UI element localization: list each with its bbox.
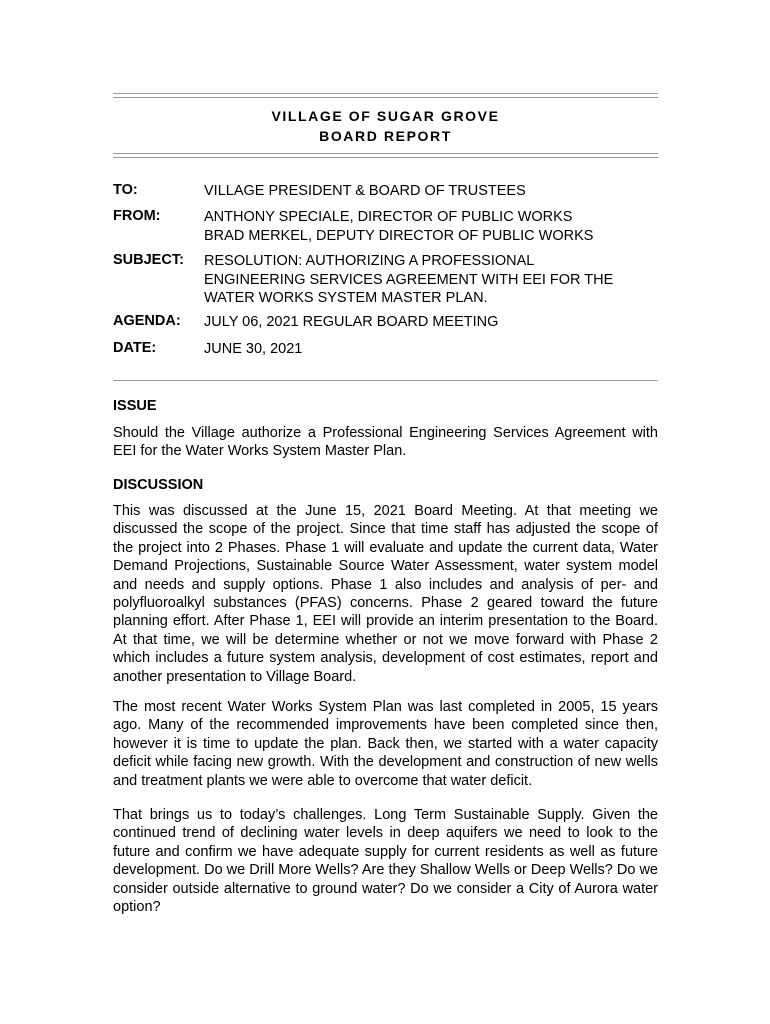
subject-label: SUBJECT: bbox=[113, 252, 184, 268]
agenda-meeting: JULY 06, 2021 REGULAR BOARD MEETING bbox=[204, 314, 499, 330]
agenda-value bbox=[204, 313, 658, 332]
discussion-paragraph-2: The most recent Water Works System Plan was last completed in 2005, 15 years ago. Many of the recommended improvements have been completed since then, however it is time to update the plan. Back then, we started with a water capacity deficit while facing new growth. With the development and construction of new wells and treatment plants we were able to overcome that water deficit. bbox=[113, 699, 658, 789]
header-divider bbox=[113, 153, 658, 158]
memo-divider bbox=[113, 380, 658, 381]
subject-line-3: WATER WORKS SYSTEM MASTER PLAN. bbox=[204, 290, 488, 306]
to-recipients: VILLAGE PRESIDENT & BOARD OF TRUSTEES bbox=[204, 183, 526, 199]
report-title-village: VILLAGE OF SUGAR GROVE bbox=[271, 108, 500, 124]
to-value bbox=[204, 182, 658, 201]
subject-line-1: RESOLUTION: AUTHORIZING A PROFESSIONAL bbox=[204, 253, 535, 269]
discussion-paragraph-3: That brings us to today’s challenges. Long Term Sustainable Supply. Given the continued trend of declining water levels in deep aquifers we need to look to the future and confirm we have adequate supply for current residents as well as future development. Do we Drill More Wells? Are they Shallow Wells or Deep Wells? Do we consider outside alternative to ground water? Do we consider a City of Aurora water option? bbox=[113, 807, 658, 916]
from-value bbox=[204, 208, 658, 245]
date-value bbox=[204, 340, 658, 359]
subject-line-2: ENGINEERING SERVICES AGREEMENT WITH EEI FOR THE bbox=[204, 271, 614, 288]
from-label: FROM: bbox=[113, 208, 161, 224]
issue-text: Should the Village authorize a Professional Engineering Services Agreement with EEI for the Water Works System Master Plan. bbox=[113, 425, 658, 460]
to-label: TO: bbox=[113, 182, 138, 198]
report-title-board-report: BOARD REPORT bbox=[319, 128, 452, 144]
discussion-paragraph-1: This was discussed at the June 15, 2021 Board Meeting. At that meeting we discussed the scope of the project. Since that time staff has adjusted the scope of the project into 2 Phases. Phase 1 will evaluate and update the current data, Water Demand Projections, Sustainable Source Water Assessment, water system model and needs and supply options. Phase 1 also includes and analysis of per- and polyfluoroalkyl substances (PFAS) concerns. Phase 2 geared toward the future planning effort. After Phase 1, EEI will provide an interim presentation to the Board. At that time, we will be determine whether or not we move forward with Phase 2 which includes a future system analysis, development of cost estimates, report and another presentation to Village Board. bbox=[113, 503, 658, 685]
memo-date: JUNE 30, 2021 bbox=[204, 341, 303, 357]
date-label: DATE: bbox=[113, 340, 157, 356]
subject-value bbox=[204, 252, 658, 308]
discussion-heading: DISCUSSION bbox=[113, 477, 204, 493]
issue-heading: ISSUE bbox=[113, 398, 157, 414]
agenda-label: AGENDA: bbox=[113, 313, 181, 329]
top-divider bbox=[113, 93, 658, 98]
from-sender-1: ANTHONY SPECIALE, DIRECTOR OF PUBLIC WORKS bbox=[204, 209, 573, 225]
from-sender-2: BRAD MERKEL, DEPUTY DIRECTOR OF PUBLIC WORKS bbox=[204, 227, 594, 244]
